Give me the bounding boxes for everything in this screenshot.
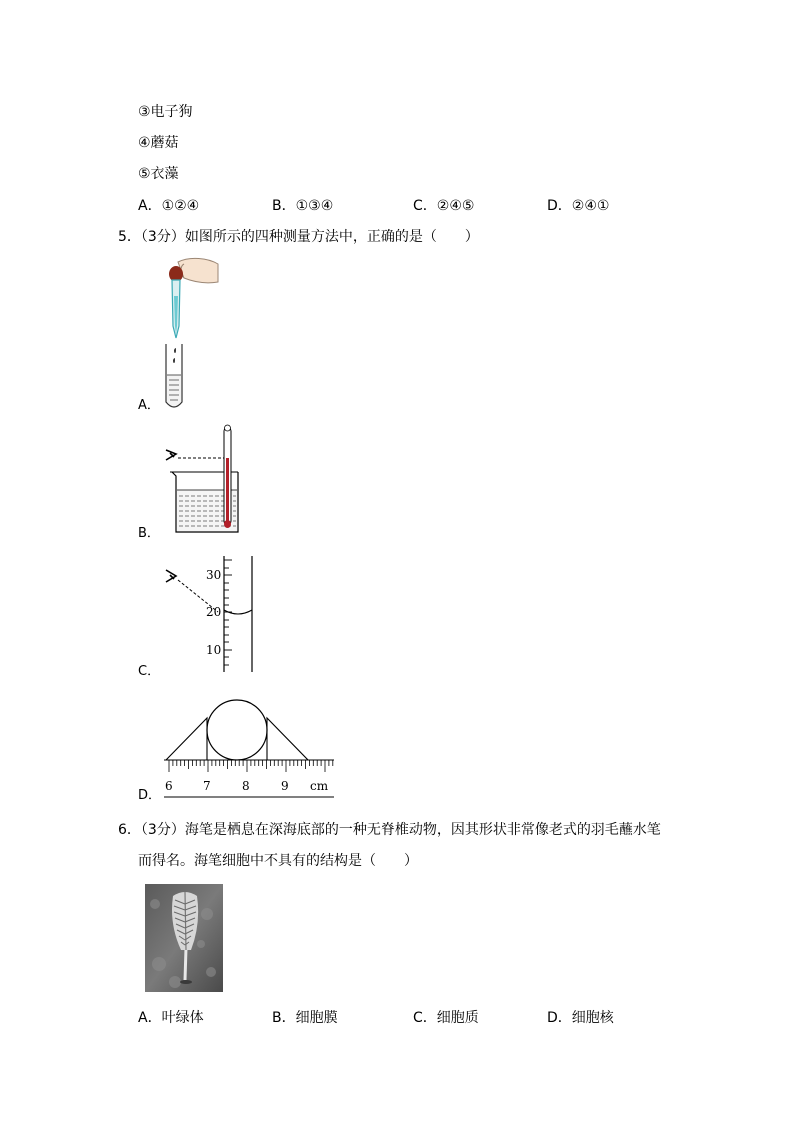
ruler-tick-7: 7	[203, 779, 211, 793]
cylinder-tick-10: 10	[206, 643, 222, 657]
q5-figure-d-label: D．	[138, 788, 162, 803]
q6-option-b: B．细胞膜	[272, 1010, 338, 1026]
cylinder-tick-20: 20	[206, 605, 222, 619]
figure-beaker-thermometer	[162, 422, 244, 536]
figure-graduated-cylinder	[162, 556, 262, 674]
figure-dropper-test-tube	[150, 256, 230, 412]
q4-item-3: ③电子狗	[138, 104, 193, 120]
sea-pen-photo	[145, 884, 223, 992]
ruler-tick-6: 6	[165, 779, 173, 793]
q5-figure-a-label: A．	[138, 398, 160, 413]
q4-option-c: C．②④⑤	[413, 198, 475, 214]
ruler-tick-9: 9	[281, 779, 289, 793]
q4-item-5: ⑤衣藻	[138, 166, 179, 182]
q6-option-d: D．细胞核	[547, 1010, 614, 1026]
q4-option-b: B．①③④	[272, 198, 334, 214]
q6-option-a: A．叶绿体	[138, 1010, 204, 1026]
q4-option-d: D．②④①	[547, 198, 610, 214]
q4-item-4: ④蘑菇	[138, 135, 179, 151]
q6-option-c: C．细胞质	[413, 1010, 479, 1026]
q6-stem-line1: 6．（3分）海笔是栖息在深海底部的一种无脊椎动物，因其形状非常像老式的羽毛蘸水笔	[118, 822, 661, 838]
q5-stem: 5．（3分）如图所示的四种测量方法中，正确的是（ ）	[118, 229, 479, 245]
ruler-unit-cm: cm	[310, 779, 329, 793]
q6-stem-line2: 而得名。海笔细胞中不具有的结构是（ ）	[138, 853, 418, 869]
cylinder-tick-30: 30	[206, 568, 222, 582]
q4-option-a: A．①②④	[138, 198, 200, 214]
q5-figure-c-label: C．	[138, 664, 161, 679]
ruler-tick-8: 8	[242, 779, 250, 793]
figure-ruler-ball-triangles	[160, 698, 340, 800]
q5-figure-b-label: B．	[138, 526, 160, 541]
